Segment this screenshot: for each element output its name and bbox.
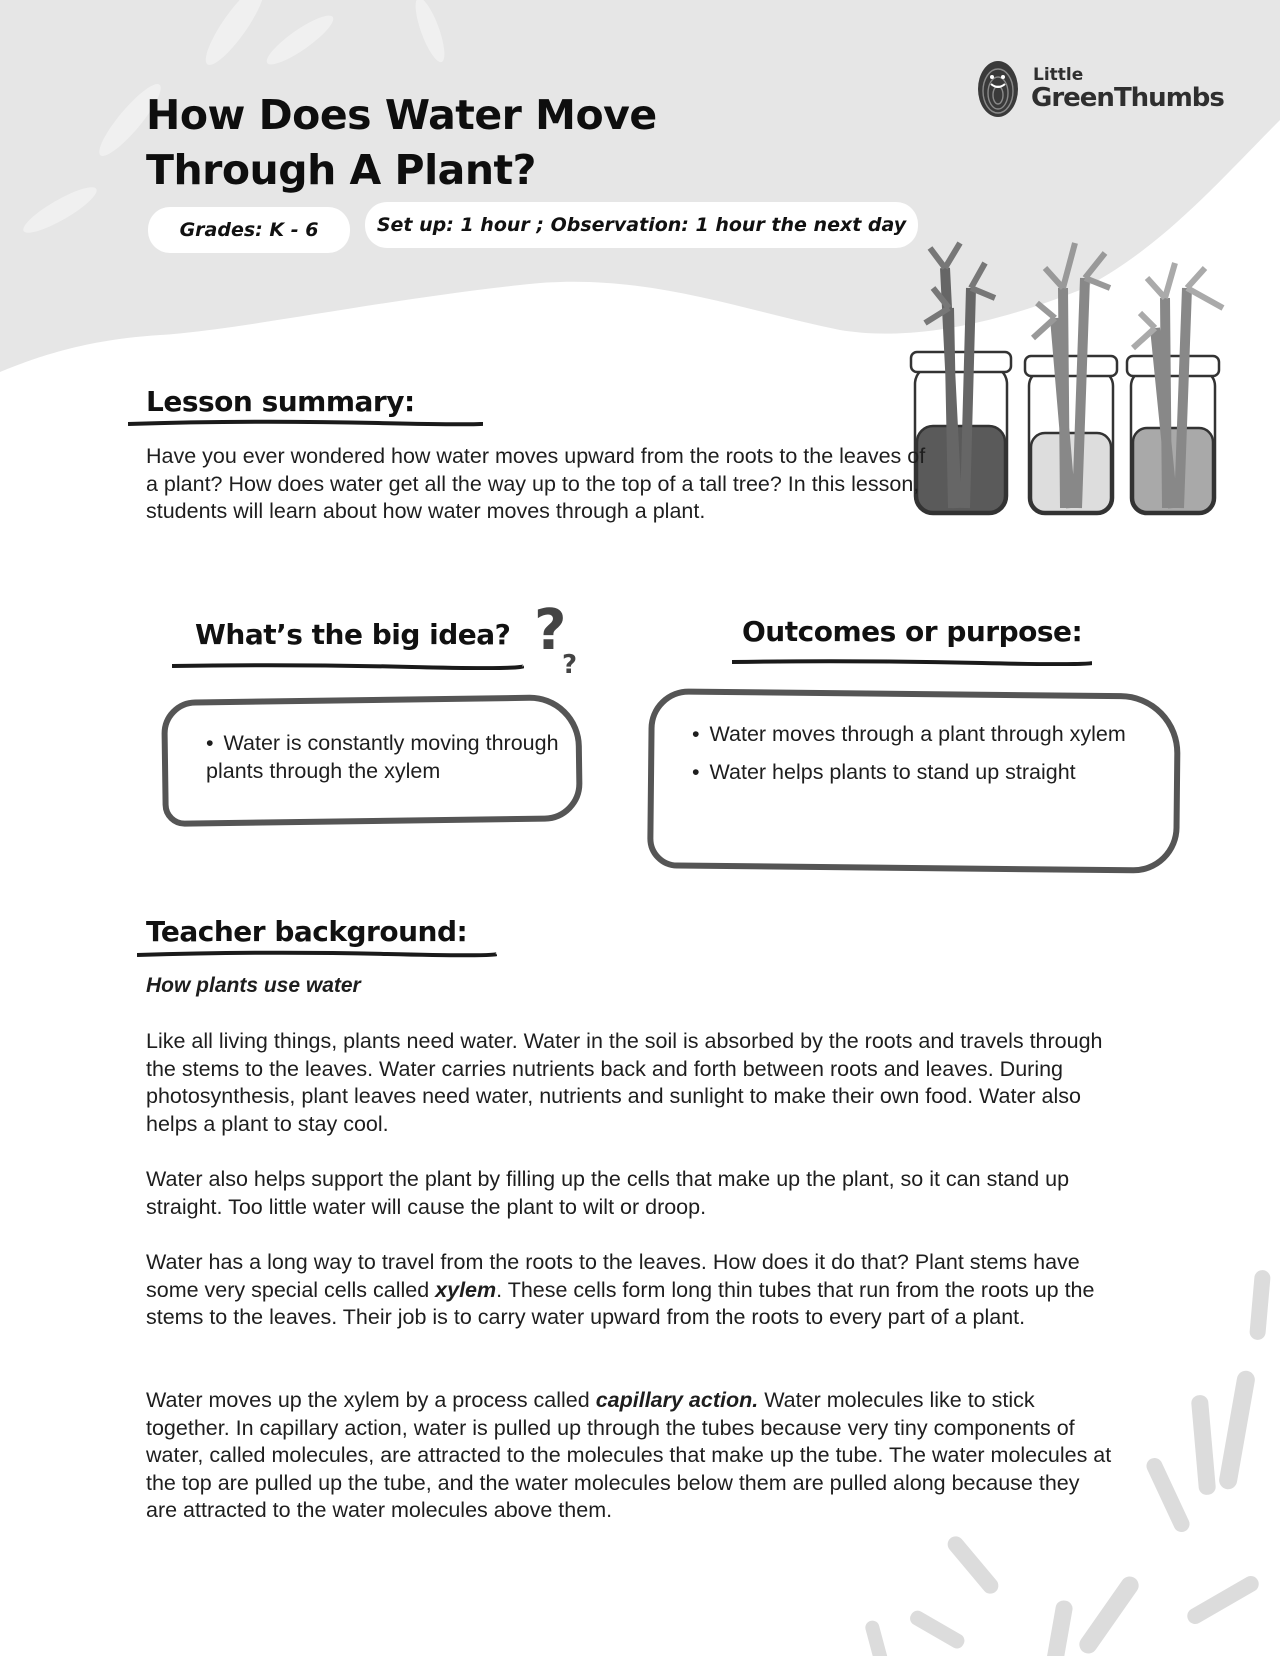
- svg-text:?: ?: [562, 650, 578, 677]
- lesson-summary-heading: Lesson summary:: [146, 385, 415, 418]
- teacher-background-heading: Teacher background:: [146, 915, 468, 948]
- list-item: • Water is constantly moving through plants through the xylem: [206, 730, 566, 785]
- term-xylem: xylem: [435, 1277, 497, 1302]
- lesson-summary-text: Have you ever wondered how water moves upward from the roots to the leaves of a plant? How does water get all the way up to the top of a tall tree? In this lesson, students will learn about how water moves through a plant.: [146, 444, 926, 523]
- big-idea-list: [206, 730, 566, 795]
- logo-text-big: GreenThumbs: [1031, 83, 1224, 113]
- timing-badge: [365, 202, 918, 248]
- term-capillary-action: capillary action.: [595, 1388, 759, 1412]
- heading-underline: [128, 419, 483, 427]
- background-paragraph-1: Like all living things, plants need water. Water in the soil is absorbed by the roots and travels through the stems to the leaves. Water carries nutrients back and forth between roots and leaves. During photosynthesis, plant leaves need water, nutrients and sunlight to make their own food. Water also helps a plant to stay cool.: [146, 1029, 1103, 1136]
- logo-text-small: Little: [1033, 65, 1084, 85]
- brand-logo: [975, 55, 1224, 123]
- outcomes-list: [692, 721, 1132, 796]
- question-marks-icon: [530, 597, 590, 677]
- big-idea-heading: What’s the big idea?: [195, 618, 511, 651]
- title-line-2: Through A Plant?: [146, 146, 536, 194]
- background-paragraph-3: Water has a long way to travel from the roots to the leaves. How does it do that? Plant stems have some very special cells called xylem. These cells form long thin tubes that run from the roots up the stems to the leaves. Their job is to carry water upward from the roots to every part of a plant.: [146, 1250, 1095, 1329]
- page-title: [146, 88, 766, 198]
- heading-underline: [732, 658, 1092, 666]
- grades-label: Grades: K - 6: [179, 219, 319, 241]
- background-paragraph-4: Water moves up the xylem by a process called capillary action. Water molecules like to stick together. In capillary action, water is pulled up through the tubes because very tiny components of water, called molecules, are attracted to the molecules that make up the tube. The water molecules at the top are pulled up the tube, and the water molecules below them are pulled along because they are attracted to the water molecules above them.: [146, 1388, 1112, 1522]
- jar-1: [911, 243, 1011, 514]
- heading-underline: [172, 662, 524, 670]
- jar-3: [1127, 263, 1223, 514]
- title-line-1: How Does Water Move: [146, 91, 657, 139]
- background-paragraph-2: Water also helps support the plant by filling up the cells that make up the plant, so it can stand up straight. Too little water will cause the plant to wilt or droop.: [146, 1167, 1070, 1219]
- svg-text:?: ?: [534, 598, 567, 663]
- list-item: • Water helps plants to stand up straight: [692, 759, 1132, 787]
- thumbprint-icon: [975, 57, 1021, 119]
- jar-2: [1025, 243, 1117, 514]
- grades-badge: [148, 207, 350, 253]
- timing-label: Set up: 1 hour ; Observation: 1 hour the next day: [376, 214, 907, 236]
- list-item: • Water moves through a plant through xylem: [692, 721, 1132, 749]
- outcomes-heading: Outcomes or purpose:: [742, 615, 1083, 648]
- heading-underline: [137, 950, 497, 958]
- background-subheading: How plants use water: [146, 974, 361, 997]
- celery-jars-illustration: [905, 228, 1245, 528]
